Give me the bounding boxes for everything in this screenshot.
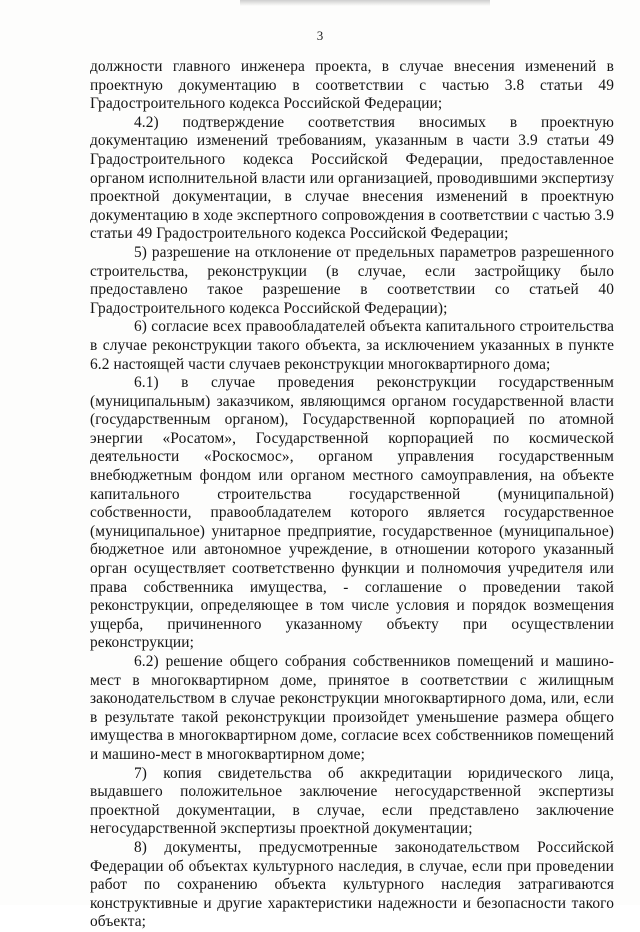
paragraph-item-5: 5) разрешение на отклонение от предельных параметров разрешенного строительства, реконструкции (в случае, если застройщику было предоставлено такое разрешение в соответствии со статьей 40 Градостроительного кодекса Российской Федерации); <box>90 243 614 317</box>
paragraph-item-6: 6) согласие всех правообладателей объекта капитального строительства в случае реконструкции такого объекта, за исключением указанных в пункте 6.2 настоящей части случаев реконструкции многоквартирного дома; <box>90 318 614 373</box>
paragraph-item-7: 7) копия свидетельства об аккредитации юридического лица, выдавшего положительное заключение негосударственной экспертизы проектной документации, в случае, если представлено заключение негосударственной экспертизы проектной документации; <box>90 764 614 838</box>
paragraph-continuation: должности главного инженера проекта, в случае внесения изменений в проектную документацию в соответствии с частью 3.8 статьи 49 Градостроительного кодекса Российской Федерации; <box>90 58 614 113</box>
paragraph-item-6-2: 6.2) решение общего собрания собственников помещений и машино-мест в многоквартирном доме, принятое в соответствии с жилищным законодательством в случае реконструкции многоквартирного дома, или, если в результате такой реконструкции произойдет уменьшение размера общего имущества в многоквартирном доме, согласие всех собственников помещений и машино-мест в многоквартирном доме; <box>90 653 614 763</box>
page-number: 3 <box>316 28 324 43</box>
paragraph-item-8: 8) документы, предусмотренные законодательством Российской Федерации об объектах культурного наследия, в случае, если при проведении работ по сохранению объекта культурного наследия затрагиваются конструктивные и другие характеристики надежности и безопасности такого объекта; <box>90 838 614 931</box>
paragraph-item-4-2: 4.2) подтверждение соответствия вносимых в проектную документацию изменений требованиям, указанным в части 3.9 статьи 49 Градостроительного кодекса Российской Федерации, предоставленное органом исполнительной власти или организацией, проводившими экспертизу проектной документации, в случае внесения изменений в проектную документацию в ходе экспертного сопровождения в соответствии с частью 3.9 статьи 49 Градостроительного кодекса Российской Федерации; <box>90 113 614 243</box>
paragraph-item-6-1: 6.1) в случае проведения реконструкции государственным (муниципальным) заказчиком, являющимся органом государственной власти (государственным органом), Государственной корпорацией по атомной энергии «Росатом», Государственной корпорацией по космической деятельности «Роскосмос», органом управления государственным внебюджетным фондом или органом местного самоуправления, на объекте капитального строительства государственной (муниципальной) собственности, правообладателем которого является государственное (муниципальное) унитарное предприятие, государственное (муниципальное) бюджетное или автономное учреждение, в отношении которого указанный орган осуществляет соответственно функции и полномочия учредителя или права собственника имущества, - соглашение о проведении такой реконструкции, определяющее в том числе условия и порядок возмещения ущерба, причиненного указанному объекту при осуществлении реконструкции; <box>90 374 614 652</box>
document-body <box>90 58 614 932</box>
scan-artifact <box>240 0 490 6</box>
